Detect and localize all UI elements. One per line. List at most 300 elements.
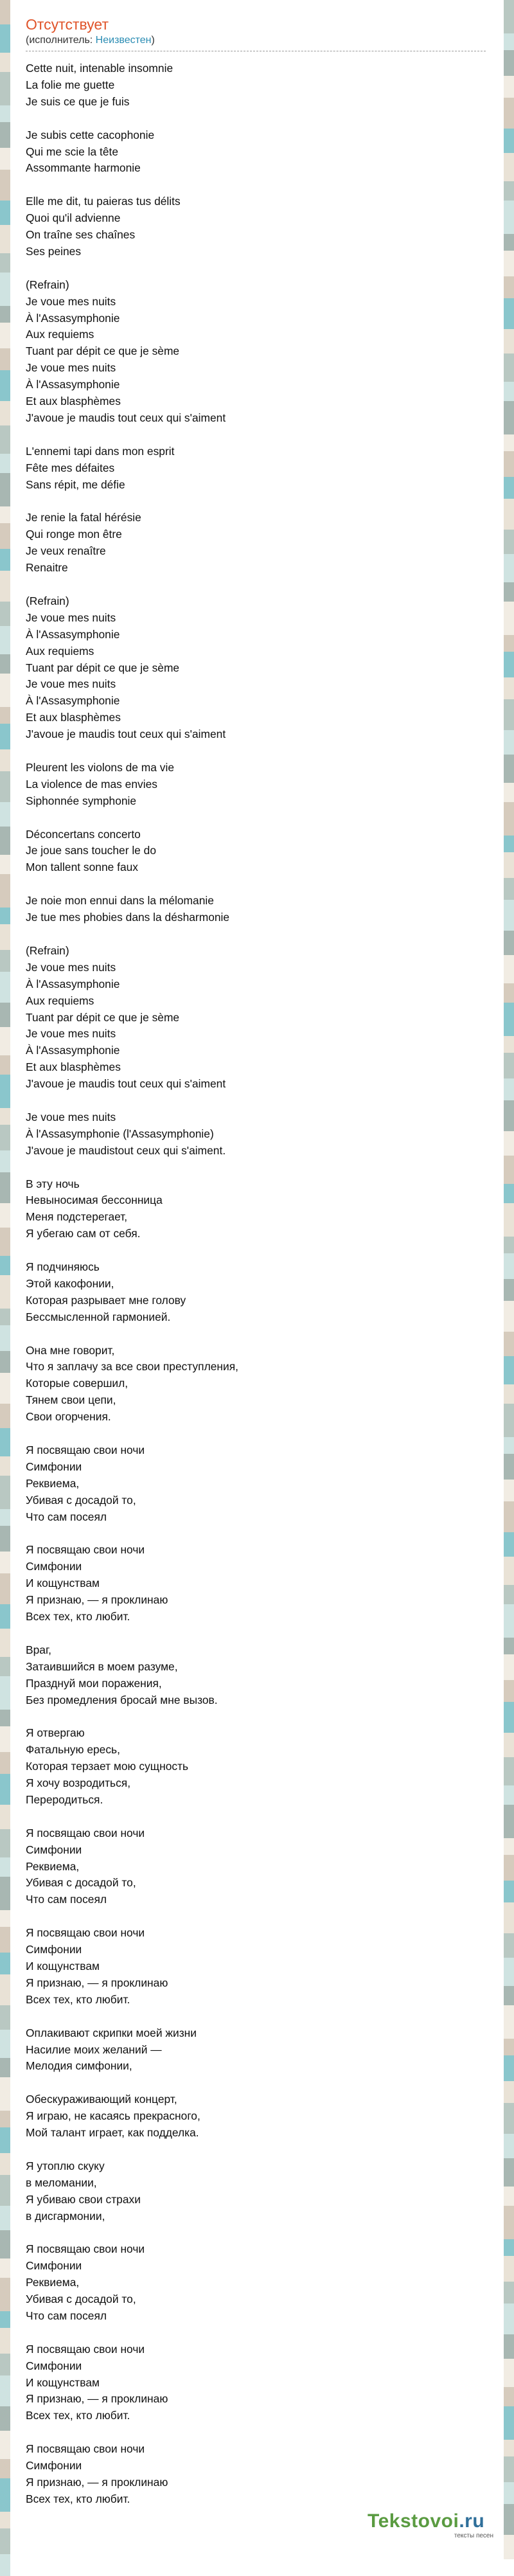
decorative-stripe xyxy=(0,1373,10,1404)
decorative-stripe xyxy=(504,1384,514,1404)
decorative-stripe xyxy=(0,2512,10,2528)
lyrics-stanza xyxy=(26,2341,488,2425)
lyrics-line: Симфонии xyxy=(26,2359,82,2372)
decorative-stripe xyxy=(0,1927,10,1953)
lyrics-stanza xyxy=(26,1442,488,1526)
lyrics-line: Я посвящаю свои ночи xyxy=(26,2342,145,2356)
lyrics-line: Что сам посеял xyxy=(26,1893,107,1906)
lyrics-line: Я убегаю сам от себя. xyxy=(26,1227,141,1240)
decorative-stripe xyxy=(504,1757,514,1785)
decorative-stripe xyxy=(504,1356,514,1384)
decorative-stripe xyxy=(0,571,10,602)
decorative-stripe xyxy=(504,955,514,983)
lyrics-stanza xyxy=(26,1343,488,1426)
lyrics-line: Реквиема, xyxy=(26,1859,80,1873)
decorative-stripe xyxy=(0,253,10,273)
lyrics-line: Всех тех, кто любит. xyxy=(26,1992,130,2006)
decorative-stripe xyxy=(504,2282,514,2303)
lyrics-line: Враг, xyxy=(26,1643,51,1656)
lyrics-line: J'avoue je maudistout ceux qui s'aiment. xyxy=(26,1143,226,1157)
site-logo-text xyxy=(368,2510,502,2532)
decorative-stripe xyxy=(0,1027,10,1055)
lyrics-line: Sans répit, me défie xyxy=(26,478,125,491)
decorative-stripe xyxy=(0,1075,10,1108)
decorative-stripe xyxy=(504,1805,514,1838)
decorative-stripe xyxy=(0,1325,10,1351)
decorative-stripe xyxy=(0,1629,10,1657)
decorative-stripe xyxy=(504,1604,514,1638)
lyrics-stanza xyxy=(26,893,488,926)
lyrics-line: Реквиема, xyxy=(26,2276,80,2289)
decorative-stripe xyxy=(0,2375,10,2406)
decorative-stripe xyxy=(504,2187,514,2206)
lyrics-stanza xyxy=(26,510,488,577)
lyrics-line: Что я заплачу за все свои преступления, xyxy=(26,1360,238,1373)
lyrics-stanza xyxy=(26,127,488,177)
lyrics-line: В эту ночь xyxy=(26,1177,80,1190)
decorative-stripe xyxy=(0,2278,10,2311)
lyrics-stanza xyxy=(26,1259,488,1326)
lyrics-line: Я отвергаю xyxy=(26,1726,85,1740)
lyrics-line: Aux requiems xyxy=(26,328,94,341)
decorative-stripe xyxy=(504,434,514,451)
decorative-stripe xyxy=(504,1838,514,1855)
lyrics-line: Je joue sans toucher le do xyxy=(26,844,157,857)
decorative-stripe xyxy=(0,122,10,148)
decorative-stripe xyxy=(0,1228,10,1256)
lyrics-line: Всех тех, кто любит. xyxy=(26,2492,130,2505)
decorative-stripe xyxy=(504,1253,514,1279)
lyrics-line: À l'Assasymphonie xyxy=(26,378,120,391)
lyrics-stanza xyxy=(26,593,488,743)
decorative-stripe xyxy=(504,2482,514,2504)
lyrics-line: J'avoue je maudis tout ceux qui s'aiment xyxy=(26,728,226,741)
decorative-stripe xyxy=(504,2456,514,2482)
decorative-stripe xyxy=(0,1604,10,1629)
decorative-stripe xyxy=(0,2206,10,2230)
decorative-stripe xyxy=(504,677,514,699)
site-logo[interactable] xyxy=(368,2510,502,2552)
lyrics-line: Cette nuit, intenable insomnie xyxy=(26,62,173,75)
decorative-stripe xyxy=(0,2230,10,2258)
decorative-stripe xyxy=(504,931,514,955)
lyrics-line: Qui me scie la tête xyxy=(26,145,119,158)
lyrics-line: (Refrain) xyxy=(26,278,69,291)
decorative-stripe xyxy=(504,2334,514,2359)
lyrics-line: Меня подстерегает, xyxy=(26,1210,128,1224)
decorative-stripe xyxy=(0,1726,10,1752)
lyrics-line: Я посвящаю свои ночи xyxy=(26,1443,145,1456)
lyrics-line: Je subis cette cacophonie xyxy=(26,128,155,141)
decorative-stripe xyxy=(504,2039,514,2055)
decorative-stripe xyxy=(0,1150,10,1172)
decorative-stripe xyxy=(0,323,10,348)
decorative-stripe xyxy=(504,298,514,329)
lyrics-line: Затаившийся в моем разуме, xyxy=(26,1659,178,1673)
lyrics-line: Я подчиняюсь xyxy=(26,1260,100,1274)
lyrics-line: Je renie la fatal hérésie xyxy=(26,511,141,524)
lyrics-stanza xyxy=(26,277,488,427)
decorative-stripe xyxy=(0,950,10,972)
lyrics-line: Tuant par dépit ce que je sème xyxy=(26,661,180,674)
lyrics-stanza xyxy=(26,1925,488,2008)
decorative-stripe xyxy=(504,1855,514,1881)
lyrics-line: Мелодия симфонии, xyxy=(26,2059,132,2073)
lyrics-line: On traîne ses chaînes xyxy=(26,228,136,242)
decorative-stripe xyxy=(504,1404,514,1437)
decorative-stripe xyxy=(0,506,10,523)
lyrics-line: Je noie mon ennui dans la mélomanie xyxy=(26,894,214,908)
lyrics-line: Насилие моих желаний — xyxy=(26,2043,162,2056)
decorative-stripe xyxy=(504,1100,514,1131)
lyrics-line: À l'Assasymphonie xyxy=(26,694,120,708)
decorative-stripe xyxy=(0,1552,10,1573)
decorative-stripe xyxy=(504,0,514,33)
lyrics-line: Мой талант играет, как подделка. xyxy=(26,2126,199,2140)
decorative-stripe xyxy=(0,425,10,454)
decorative-stripe xyxy=(504,1036,514,1053)
performer-line xyxy=(26,34,488,48)
decorative-stripe xyxy=(0,2058,10,2077)
decorative-stripe xyxy=(0,53,10,72)
decorative-stripe xyxy=(0,2354,10,2375)
performer-suffix: ) xyxy=(151,35,155,46)
decorative-stripe xyxy=(504,2256,514,2282)
decorative-stripe xyxy=(0,1125,10,1150)
decorative-stripe xyxy=(0,2328,10,2354)
decorative-stripe xyxy=(504,900,514,931)
lyrics-line: И кощунствам xyxy=(26,2375,100,2389)
decorative-stripe xyxy=(504,401,514,434)
lyrics-line: Симфонии xyxy=(26,1843,82,1856)
lyrics-line: Et aux blasphèmes xyxy=(26,711,121,724)
lyrics-line: J'avoue je maudis tout ceux qui s'aiment xyxy=(26,411,226,424)
lyrics-stanza xyxy=(26,943,488,1093)
lyrics-stanza xyxy=(26,827,488,877)
decorative-stripe xyxy=(504,1480,514,1501)
decorative-stripe xyxy=(504,852,514,878)
decorative-stripe xyxy=(0,2153,10,2175)
decorative-stripe xyxy=(504,755,514,783)
lyrics-line: J'avoue je maudis tout ceux qui s'aiment xyxy=(26,1077,226,1091)
lyrics-line: Я посвящаю свои ночи xyxy=(26,2442,145,2456)
lyrics-line: Je suis ce que je fuis xyxy=(26,94,130,108)
decorative-stripe xyxy=(0,523,10,549)
decorative-stripe xyxy=(504,2504,514,2535)
decorative-stripe xyxy=(504,1332,514,1356)
lyrics-line: Убивая с досадой то, xyxy=(26,1876,136,1890)
lyrics-line: Которая разрывает мне голову xyxy=(26,1293,186,1307)
decorative-stripe xyxy=(504,1933,514,1958)
decorative-stripe xyxy=(0,0,10,24)
lyrics-line: Ses peines xyxy=(26,244,82,258)
lyrics-line: Убивая с досадой то, xyxy=(26,1493,136,1507)
decorative-stripe xyxy=(504,602,514,635)
lyrics-line: Déconcertans concerto xyxy=(26,827,141,841)
decorative-stripe xyxy=(0,348,10,370)
decorative-stripe xyxy=(0,749,10,771)
decorative-stripe xyxy=(504,276,514,298)
decorative-stripe xyxy=(504,1986,514,2005)
decorative-stripe xyxy=(0,1108,10,1125)
lyrics-line: Фатальную ересь, xyxy=(26,1743,120,1757)
left-decorative-stripes xyxy=(0,0,10,2557)
lyrics-line: (Refrain) xyxy=(26,594,69,607)
decorative-stripe xyxy=(0,1953,10,1974)
lyrics-line: Обескураживающий концерт, xyxy=(26,2093,177,2106)
lyrics-line: Невыносимая бессонница xyxy=(26,1194,163,1207)
decorative-stripe xyxy=(504,1279,514,1301)
lyrics-line: Aux requiems xyxy=(26,644,94,657)
lyrics-line: в дисгармонии, xyxy=(26,2209,105,2223)
site-logo-tagline: тексты песен xyxy=(454,2532,493,2539)
lyrics-line: Je voue mes nuits xyxy=(26,361,116,375)
decorative-stripe xyxy=(504,1237,514,1253)
decorative-stripe xyxy=(0,827,10,855)
decorative-stripe xyxy=(504,153,514,181)
decorative-stripe xyxy=(0,148,10,170)
decorative-stripe xyxy=(0,674,10,707)
decorative-stripe xyxy=(504,699,514,730)
performer-prefix: (исполнитель: xyxy=(26,35,96,46)
lyrics-line: Оплакивают скрипки моей жизни xyxy=(26,2026,197,2039)
decorative-stripe xyxy=(504,1078,514,1100)
decorative-stripe xyxy=(504,2081,514,2103)
lyrics-line: Elle me dit, tu paieras tus délits xyxy=(26,195,181,208)
decorative-stripe xyxy=(0,1676,10,1710)
decorative-stripe xyxy=(0,2406,10,2431)
song-title: Отсутствует xyxy=(26,16,109,33)
lyrics-line: Свои огорчения. xyxy=(26,1410,111,1424)
decorative-stripe xyxy=(0,2175,10,2206)
lyrics-stanza xyxy=(26,2025,488,2075)
lyrics-line: Я признаю, — я проклинаю xyxy=(26,2476,168,2489)
decorative-stripe xyxy=(504,33,514,50)
decorative-stripe xyxy=(0,1877,10,1910)
lyrics-page xyxy=(26,15,488,2525)
decorative-stripe xyxy=(0,1256,10,1275)
decorative-stripe xyxy=(0,225,10,253)
lyrics-line: Я посвящаю свои ночи xyxy=(26,1826,145,1839)
decorative-stripe xyxy=(0,654,10,674)
lyrics-stanza xyxy=(26,1542,488,1625)
lyrics-line: Je veux renaître xyxy=(26,544,106,558)
lyrics-line: Я утоплю скуку xyxy=(26,2159,105,2172)
decorative-stripe xyxy=(0,924,10,950)
lyrics-stanza xyxy=(26,2091,488,2142)
decorative-stripe xyxy=(0,1172,10,1203)
decorative-stripe xyxy=(504,2440,514,2456)
lyrics-stanza xyxy=(26,443,488,494)
lyrics-line: Которые совершил, xyxy=(26,1377,128,1390)
decorative-stripe xyxy=(504,2303,514,2334)
decorative-stripe xyxy=(504,181,514,201)
decorative-stripe xyxy=(0,370,10,401)
decorative-stripe xyxy=(504,451,514,477)
lyrics-stanza xyxy=(26,2158,488,2225)
decorative-stripe xyxy=(504,2387,514,2406)
decorative-stripe xyxy=(0,1526,10,1552)
decorative-stripe xyxy=(504,50,514,76)
decorative-stripe xyxy=(504,2103,514,2134)
decorative-stripe xyxy=(0,1910,10,1927)
decorative-stripe xyxy=(0,802,10,827)
lyrics-line: Je voue mes nuits xyxy=(26,611,116,624)
decorative-stripe xyxy=(504,802,514,836)
decorative-stripe xyxy=(0,2077,10,2111)
lyrics-line: Et aux blasphèmes xyxy=(26,395,121,408)
lyrics-stanza xyxy=(26,1825,488,1909)
decorative-stripe xyxy=(504,836,514,852)
lyrics-line: Симфонии xyxy=(26,1943,82,1956)
decorative-stripe xyxy=(0,2554,10,2576)
decorative-stripe xyxy=(0,1275,10,1309)
decorative-stripe xyxy=(504,1156,514,1184)
decorative-stripe xyxy=(0,707,10,724)
lyrics-line: Quoi qu'il advienne xyxy=(26,211,121,225)
lyrics-line: (Refrain) xyxy=(26,944,69,957)
decorative-stripe xyxy=(504,2206,514,2239)
decorative-stripe xyxy=(504,1053,514,1078)
lyrics-stanza xyxy=(26,60,488,111)
lyrics-line: Убивая с досадой то, xyxy=(26,2293,136,2306)
lyrics-line: Qui ronge mon être xyxy=(26,528,122,541)
lyrics-line: Я посвящаю свои ночи xyxy=(26,1926,145,1940)
lyrics-line: Празднуй мои поражения, xyxy=(26,1676,162,1690)
lyrics-line: Aux requiems xyxy=(26,994,94,1007)
decorative-stripe xyxy=(504,635,514,652)
lyrics-line: À l'Assasymphonie xyxy=(26,1044,120,1057)
decorative-stripe xyxy=(504,983,514,1003)
decorative-stripe xyxy=(0,72,10,105)
lyrics-line: Без промедления бросай мне вызов. xyxy=(26,1693,218,1706)
decorative-stripe xyxy=(0,401,10,425)
decorative-stripe xyxy=(0,626,10,654)
decorative-stripe xyxy=(0,874,10,908)
lyrics-line: Симфонии xyxy=(26,2459,82,2473)
decorative-stripe xyxy=(504,1437,514,1454)
lyrics-stanza xyxy=(26,193,488,260)
lyrics-line: Je tue mes phobies dans la désharmonie xyxy=(26,911,230,924)
performer-link[interactable]: Неизвестен xyxy=(95,35,152,46)
decorative-stripe xyxy=(0,1805,10,1829)
lyrics-line: Всех тех, кто любит. xyxy=(26,1610,130,1623)
lyrics-line: Mon tallent sonne faux xyxy=(26,861,138,874)
lyrics-line: Siphonnée symphonie xyxy=(26,794,137,807)
decorative-stripe xyxy=(504,499,514,530)
decorative-stripe xyxy=(504,1680,514,1702)
lyrics-line: Я хочу возродиться, xyxy=(26,1776,131,1790)
decorative-stripe xyxy=(504,2158,514,2187)
lyrics-line: Fête mes défaites xyxy=(26,461,115,474)
decorative-stripe xyxy=(504,2005,514,2039)
lyrics-line: À l'Assasymphonie xyxy=(26,311,120,325)
lyrics-line: Я играю, не касаясь прекрасного, xyxy=(26,2109,200,2123)
decorative-stripe xyxy=(0,2005,10,2030)
decorative-stripe xyxy=(0,105,10,122)
decorative-stripe xyxy=(504,76,514,98)
decorative-stripe xyxy=(504,2239,514,2256)
decorative-stripe xyxy=(504,2134,514,2158)
site-logo-name: Tekstovoi xyxy=(368,2510,459,2532)
decorative-stripe xyxy=(0,549,10,571)
right-decorative-stripes xyxy=(504,0,514,2557)
decorative-stripe xyxy=(0,2528,10,2554)
decorative-stripe xyxy=(504,1501,514,1532)
lyrics-line: Je voue mes nuits xyxy=(26,960,116,974)
lyrics-line: Tuant par dépit ce que je sème xyxy=(26,1010,180,1024)
decorative-stripe xyxy=(504,1131,514,1156)
lyrics-stanza xyxy=(26,1725,488,1809)
decorative-stripe xyxy=(0,1509,10,1526)
lyrics-line: Я признаю, — я проклинаю xyxy=(26,2392,168,2406)
lyrics-line: Et aux blasphèmes xyxy=(26,1060,121,1074)
decorative-stripe xyxy=(504,878,514,900)
decorative-stripe xyxy=(504,730,514,755)
lyrics-line: La violence de mas envies xyxy=(26,777,157,791)
decorative-stripe xyxy=(0,473,10,506)
decorative-stripe xyxy=(0,24,10,53)
decorative-stripe xyxy=(504,652,514,677)
decorative-stripe xyxy=(0,2478,10,2512)
decorative-stripe xyxy=(0,972,10,1003)
decorative-stripe xyxy=(0,2127,10,2153)
decorative-stripe xyxy=(504,1532,514,1557)
lyrics-line: Я посвящаю свои ночи xyxy=(26,2242,145,2256)
decorative-stripe xyxy=(504,329,514,353)
lyrics-line: Которая терзает мою сущность xyxy=(26,1760,189,1773)
decorative-stripe xyxy=(0,1657,10,1676)
decorative-stripe xyxy=(504,1881,514,1902)
decorative-stripe xyxy=(504,1184,514,1203)
decorative-stripe xyxy=(504,1958,514,1986)
decorative-stripe xyxy=(0,2459,10,2478)
decorative-stripe xyxy=(0,1857,10,1877)
lyrics-line: Она мне говорит, xyxy=(26,1343,115,1357)
lyrics-line: Что сам посеял xyxy=(26,1510,107,1523)
decorative-stripe xyxy=(504,1557,514,1585)
decorative-stripe xyxy=(0,2311,10,2328)
decorative-stripe xyxy=(0,724,10,749)
decorative-stripe xyxy=(504,129,514,153)
decorative-stripe xyxy=(504,98,514,129)
lyrics-stanza xyxy=(26,2441,488,2508)
decorative-stripe xyxy=(504,382,514,401)
decorative-stripe xyxy=(0,1309,10,1325)
lyrics-line: Pleurent les violons de ma vie xyxy=(26,760,175,774)
decorative-stripe xyxy=(0,1203,10,1228)
lyrics-line: Я признаю, — я проклинаю xyxy=(26,1976,168,1989)
lyrics-line: Renaitre xyxy=(26,561,68,575)
lyrics-line: Tuant par dépit ce que je sème xyxy=(26,344,180,358)
decorative-stripe xyxy=(504,1638,514,1654)
decorative-stripe xyxy=(504,1585,514,1604)
decorative-stripe xyxy=(0,2030,10,2058)
decorative-stripe xyxy=(504,2535,514,2559)
lyrics-line: Реквиема, xyxy=(26,1476,80,1490)
lyrics-line: Я посвящаю свои ночи xyxy=(26,1543,145,1557)
lyrics-line: Симфонии xyxy=(26,2259,82,2273)
decorative-stripe xyxy=(0,1351,10,1373)
lyrics-line: L'ennemi tapi dans mon esprit xyxy=(26,444,175,458)
decorative-stripe xyxy=(0,1003,10,1027)
decorative-stripe xyxy=(0,306,10,323)
decorative-stripe xyxy=(0,273,10,306)
site-logo-domain: .ru xyxy=(459,2510,485,2532)
lyrics-line: À l'Assasymphonie xyxy=(26,627,120,641)
lyrics-line: в меломании, xyxy=(26,2176,97,2189)
decorative-stripe xyxy=(504,2359,514,2387)
